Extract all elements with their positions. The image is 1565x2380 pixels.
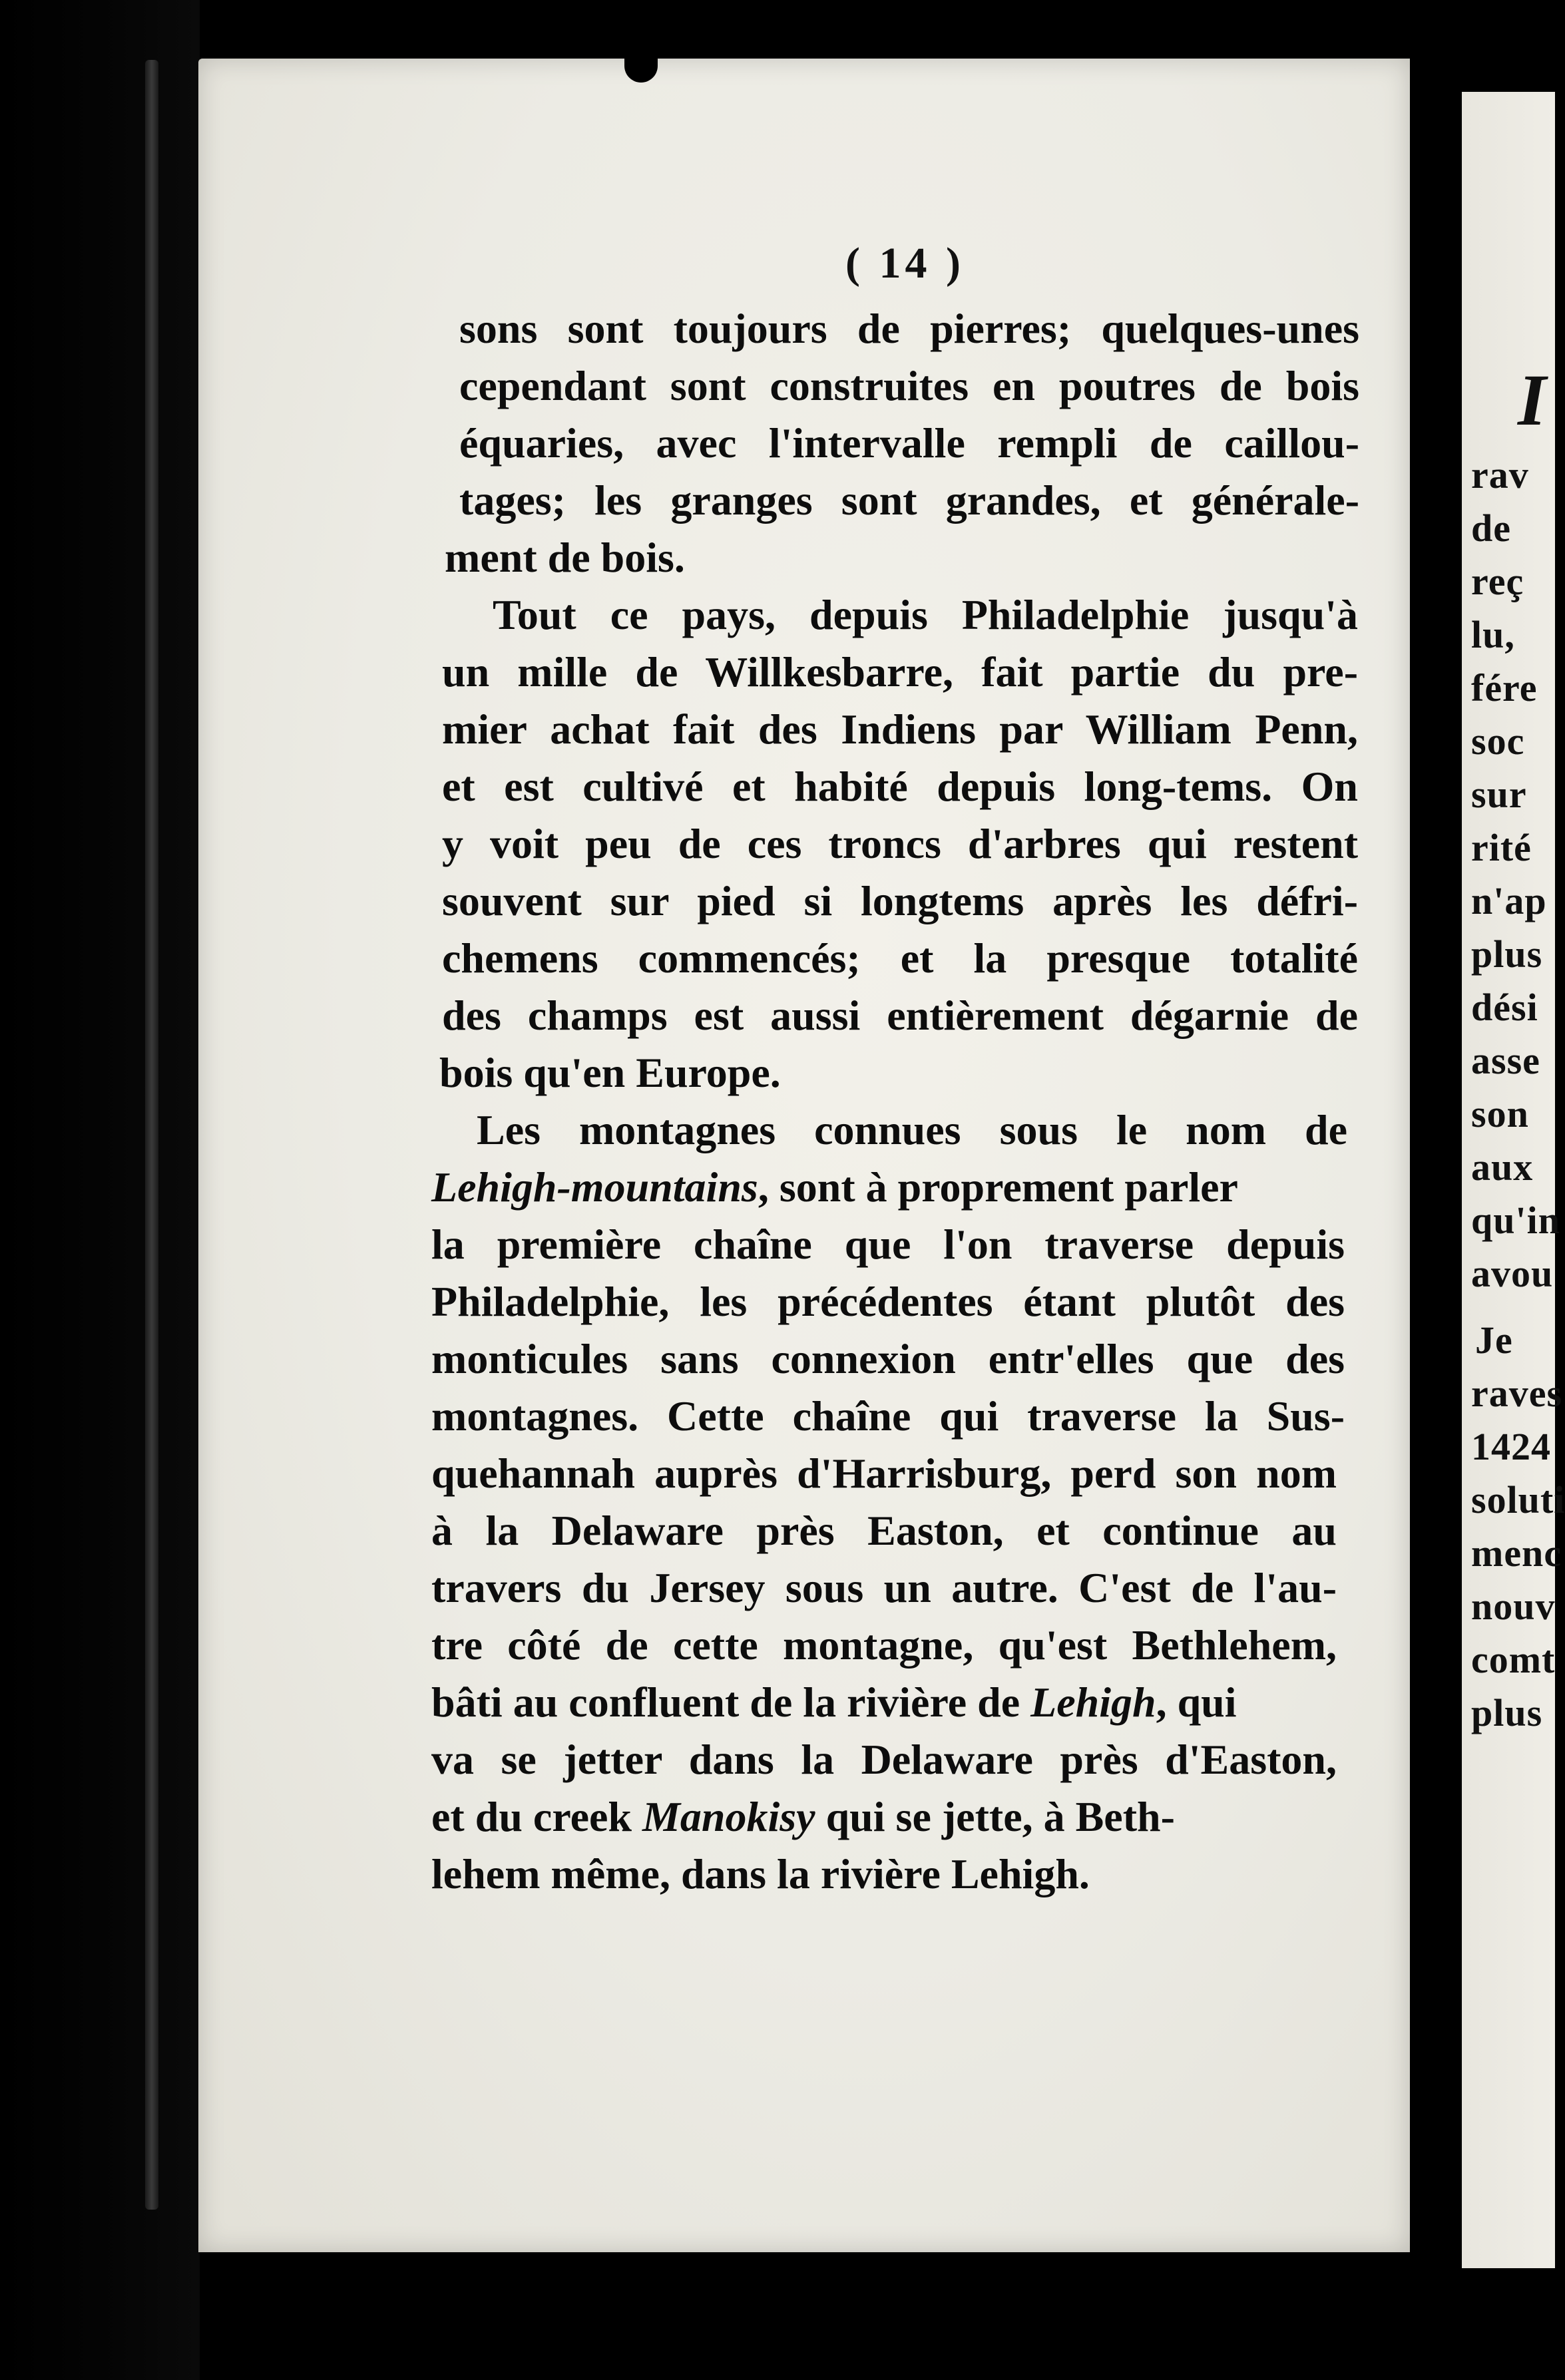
text-line-9: et est cultivé et habité depuis long-tems. On (442, 763, 1358, 810)
facing-line-2: de (1471, 506, 1511, 550)
page-notch (624, 52, 658, 83)
facing-line-17: Je (1475, 1318, 1513, 1362)
facing-page-initial: I (1518, 359, 1546, 441)
facing-line-12: asse (1471, 1039, 1540, 1082)
facing-page (1462, 92, 1565, 2268)
text-line-15: Les montagnes connues sous le nom de (477, 1106, 1347, 1153)
text-line-5: ment de bois. (445, 534, 685, 581)
book-binding (0, 0, 200, 2380)
text-line-3: équaries, avec l'intervalle rempli de caillou- (459, 419, 1359, 467)
facing-line-20: soluti (1471, 1478, 1565, 1521)
text-line-2: cependant sont construites en poutres de bois (459, 362, 1359, 409)
facing-line-6: soc (1471, 719, 1525, 763)
text-line-7: un mille de Willkesbarre, fait partie du pre- (442, 648, 1358, 695)
text-line-22: à la Delaware près Easton, et continue au (431, 1507, 1337, 1554)
text-line-4: tages; les granges sont grandes, et générale- (459, 477, 1359, 524)
facing-line-8: rité (1471, 826, 1532, 869)
text-line-8: mier achat fait des Indiens par William Penn, (442, 705, 1358, 753)
facing-line-13: son (1471, 1092, 1529, 1135)
text-line-6: Tout ce pays, depuis Philadelphie jusqu'à (493, 591, 1358, 638)
book-gutter (1410, 0, 1462, 2380)
facing-line-21: menc (1471, 1531, 1562, 1575)
text-line-12: chemens commencés; et la presque totalité (442, 934, 1358, 982)
facing-line-9: n'ap (1471, 879, 1547, 922)
italic-lehigh: Lehigh (1030, 1679, 1156, 1726)
facing-line-3: reç (1471, 560, 1524, 603)
facing-line-15: qu'in (1471, 1199, 1560, 1242)
facing-line-19: 1424 (1471, 1425, 1551, 1468)
text-line-26: va se jetter dans la Delaware près d'Easton, (431, 1736, 1337, 1783)
text-line-10: y voit peu de ces troncs d'arbres qui restent (442, 820, 1358, 867)
text-line-24: tre côté de cette montagne, qu'est Bethlehem, (431, 1621, 1337, 1669)
italic-manokisy: Manokisy (642, 1793, 815, 1840)
facing-line-16: avou (1471, 1252, 1554, 1295)
facing-line-10: plus (1471, 932, 1543, 976)
facing-line-23: comt (1471, 1638, 1556, 1681)
text-line-18: Philadelphie, les précédentes étant plutôt des (431, 1278, 1345, 1325)
text-line-14: bois qu'en Europe. (439, 1049, 781, 1096)
page-edge (145, 60, 158, 2210)
text-line-28: lehem même, dans la rivière Lehigh. (431, 1850, 1090, 1897)
page-number: ( 14 ) (845, 239, 965, 288)
text-line-16: Lehigh-mountains, sont à proprement parler (431, 1163, 1238, 1211)
text-line-21: quehannah auprès d'Harrisburg, perd son nom (431, 1450, 1337, 1497)
text-line-17: la première chaîne que l'on traverse depuis (431, 1221, 1345, 1268)
text-line-11: souvent sur pied si longtems après les défri- (442, 877, 1358, 924)
text-line-19: monticules sans connexion entr'elles que des (431, 1335, 1345, 1382)
facing-line-24: plus (1471, 1691, 1543, 1734)
text-line-13: des champs est aussi entièrement dégarnie de (442, 992, 1358, 1039)
facing-line-11: dési (1471, 986, 1538, 1029)
text-line-27: et du creek Manokisy qui se jette, à Beth- (431, 1793, 1175, 1840)
facing-line-5: fére (1471, 666, 1538, 709)
italic-lehigh-mountains: Lehigh-mountains (431, 1163, 758, 1211)
text-line-1: sons sont toujours de pierres; quelques-unes (459, 305, 1359, 352)
facing-line-14: aux (1471, 1145, 1534, 1189)
facing-line-18: raves (1471, 1372, 1563, 1415)
facing-line-22: nouv (1471, 1585, 1556, 1628)
facing-line-4: lu, (1471, 613, 1515, 656)
facing-line-1: rav (1471, 453, 1529, 496)
text-line-25: bâti au confluent de la rivière de Lehigh, qui (431, 1679, 1237, 1726)
text-line-20: montagnes. Cette chaîne qui traverse la Sus- (431, 1392, 1345, 1440)
text-line-23: travers du Jersey sous un autre. C'est de l'au- (431, 1564, 1337, 1611)
facing-line-7: sur (1471, 773, 1527, 816)
